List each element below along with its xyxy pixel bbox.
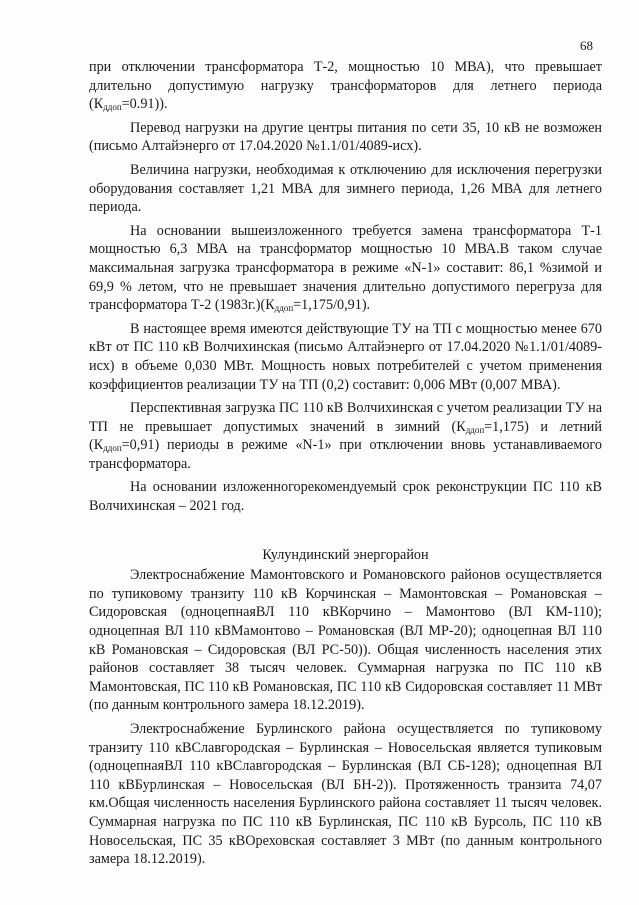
paragraph: На основании изложенногорекомендуемый срок реконструкции ПС 110 кВ Волчихинская – 2021 год. <box>89 479 602 515</box>
paragraph: Величина нагрузки, необходимая к отключению для исключения перегрузки оборудования составляет 1,21 МВА для зимнего периода, 1,26 МВА для летнего периода. <box>89 161 602 216</box>
paragraph-text: при отключении трансформатора Т-2, мощностью 10 МВА), что превышает длительно допустимую нагрузку трансформаторов для летнего периода (К <box>89 59 602 113</box>
subscript: ддоп <box>465 424 485 435</box>
paragraph-text: На основании вышеизложенного требуется замена трансформатора Т-1 мощностью 6,3 МВА на трансформатор мощностью 10 МВА.В таком случае максимальная загрузка трансформатора в режиме «N-1» составит: 86,1 %зимой и 69,9 % летом, что не превышает значения длительно допустимого перегруза для трансформатора Т-2 (1983г.)(К <box>89 222 602 314</box>
paragraph-text: =1,175/0,91). <box>293 297 371 314</box>
subscript: ддоп <box>274 303 294 314</box>
paragraph <box>89 399 602 473</box>
paragraph <box>89 222 602 315</box>
paragraph-continuation <box>89 58 602 114</box>
subscript: ддоп <box>103 102 122 113</box>
paragraph-text: =1,175) и летний (К <box>89 418 602 454</box>
subscript: ддоп <box>103 443 122 454</box>
paragraph-text: =0,91) периоды в режиме «N-1» при отключении вновь устанавливаемого трансформатора. <box>89 437 602 472</box>
paragraph-text: =0.91)). <box>121 96 168 113</box>
paragraph: В настоящее время имеются действующие ТУ на ТП с мощностью менее 670 кВт от ПС 110 кВ Волчихинская (письмо Алтайэнерго от 17.04.2020 №1.1/01/4089-исх) в объеме 0,030 МВт. Мощность новых потребителей с учетом применения коэффициентов реализации ТУ на ТП (0,2) составит: 0,006 МВт (0,007 МВА). <box>89 320 602 393</box>
paragraph: Электроснабжение Мамонтовского и Романовского районов осуществляется по тупиковому транзиту 110 кВ Корчинская – Мамонтовская – Романовская – Сидоровская (одноцепнаяВЛ 110 кВКорчино – Мамонтово (ВЛ КМ-110); одноцепная ВЛ 110 кВМамонтово – Романовская (ВЛ МР-20); одноцепная ВЛ 110 кВ Романовская – Сидоровская (ВЛ РС-50)). Общая численность населения этих районов составляет 38 тысяч человек. Суммарная нагрузка по ПС 110 кВ Мамонтовская, ПС 110 кВ Романовская, ПС 110 кВ Сидоровская составляет 11 МВт (по данным контрольного замера 18.12.2019). <box>89 567 602 714</box>
paragraph: Электроснабжение Бурлинского района осуществляется по тупиковому транзиту 110 кВСлавгородская – Бурлинская – Новосельская является тупиковым (одноцепнаяВЛ 110 кВСлавгородская – Бурлинская (ВЛ СБ-128); одноцепная ВЛ 110 кВБурлинская – Новосельская (ВЛ БН-2)). Протяженность транзита 74,07 км.Общая численность населения Бурлинского района составляет 11 тысяч человек. Суммарная нагрузка по ПС 110 кВ Бурлинская, ПС 110 кВ Бурсоль, ПС 110 кВ Новосельская, ПС 35 кВОреховская составляет 3 МВт (по данным контрольного замера 18.12.2019). <box>89 721 602 868</box>
paragraph: Перевод нагрузки на другие центры питания по сети 35, 10 кВ не возможен (письмо Алтайэнерго от 17.04.2020 №1.1/01/4089-исх). <box>89 119 602 155</box>
page-number: 68 <box>580 38 593 53</box>
document-body <box>89 58 602 874</box>
paragraph-text: Перспективная загрузка ПС 110 кВ Волчихинская с учетом реализации ТУ на ТП не превышает допустимых значений в зимний (К <box>89 400 602 435</box>
section-heading: Кулундинский энергорайон <box>262 546 429 563</box>
